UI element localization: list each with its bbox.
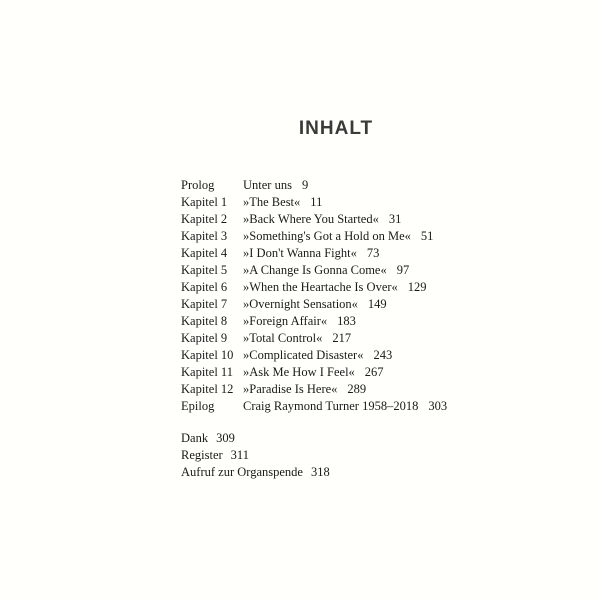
toc-page-number: 11 — [310, 195, 323, 209]
appendix-row — [181, 430, 330, 447]
toc-row — [181, 364, 447, 381]
toc-page-number: 149 — [367, 297, 387, 311]
toc-row — [181, 296, 447, 313]
toc-chapter-title: »When the Heartache Is Over« — [243, 280, 398, 294]
toc-row — [181, 381, 447, 398]
toc-row — [181, 347, 447, 364]
toc-chapter-label: Kapitel 3 — [181, 229, 228, 243]
table-of-contents — [181, 177, 447, 415]
toc-page-number: 183 — [337, 314, 356, 328]
toc-row — [181, 194, 447, 211]
toc-chapter-label: Kapitel 7 — [181, 297, 228, 311]
appendix-list — [181, 430, 330, 481]
toc-page-number: 303 — [428, 399, 448, 413]
toc-chapter-title: »I Don't Wanna Fight« — [243, 246, 357, 260]
appendix-page-number: 311 — [230, 448, 249, 462]
appendix-title: Aufruf zur Organspende — [181, 465, 303, 479]
toc-row — [181, 211, 447, 228]
toc-page-number: 97 — [396, 263, 410, 277]
toc-page-number: 51 — [420, 229, 434, 243]
toc-chapter-label: Kapitel 2 — [181, 212, 228, 226]
toc-chapter-title: »Back Where You Started« — [243, 212, 379, 226]
toc-chapter-title: Unter uns — [243, 178, 292, 192]
toc-chapter-label: Kapitel 4 — [181, 246, 228, 260]
toc-chapter-label: Kapitel 11 — [181, 365, 233, 379]
toc-chapter-title: »A Change Is Gonna Come« — [243, 263, 387, 277]
appendix-row — [181, 447, 330, 464]
toc-row — [181, 177, 447, 194]
toc-chapter-label: Epilog — [181, 399, 215, 413]
appendix-page-number: 309 — [216, 431, 235, 445]
toc-page-number: 217 — [332, 331, 352, 345]
page-title: INHALT — [298, 118, 374, 139]
toc-row — [181, 245, 447, 262]
toc-page-number: 129 — [407, 280, 427, 294]
toc-chapter-label: Kapitel 12 — [181, 382, 234, 396]
toc-chapter-title: »Foreign Affair« — [243, 314, 328, 328]
toc-page-number: 9 — [301, 178, 309, 192]
toc-row — [181, 313, 447, 330]
toc-chapter-title: »Paradise Is Here« — [243, 382, 338, 396]
toc-chapter-label: Kapitel 10 — [181, 348, 234, 362]
toc-row — [181, 398, 447, 415]
toc-chapter-title: »Overnight Sensation« — [243, 297, 358, 311]
toc-chapter-title: Craig Raymond Turner 1958–2018 — [243, 399, 419, 413]
toc-row — [181, 262, 447, 279]
appendix-row — [181, 464, 330, 481]
toc-chapter-label: Kapitel 5 — [181, 263, 228, 277]
toc-chapter-label: Kapitel 9 — [181, 331, 228, 345]
toc-row — [181, 279, 447, 296]
toc-chapter-title: »Complicated Disaster« — [243, 348, 364, 362]
toc-chapter-label: Prolog — [181, 178, 215, 192]
toc-chapter-title: »The Best« — [243, 195, 301, 209]
toc-chapter-title: »Something's Got a Hold on Me« — [243, 229, 411, 243]
toc-chapter-label: Kapitel 8 — [181, 314, 228, 328]
toc-chapter-title: »Ask Me How I Feel« — [243, 365, 355, 379]
toc-chapter-label: Kapitel 6 — [181, 280, 228, 294]
toc-row — [181, 228, 447, 245]
toc-page-number: 31 — [388, 212, 402, 226]
appendix-page-number: 318 — [310, 465, 330, 479]
toc-chapter-label: Kapitel 1 — [181, 195, 228, 209]
toc-page-number: 267 — [364, 365, 384, 379]
toc-page-number: 289 — [347, 382, 367, 396]
toc-row — [181, 330, 447, 347]
appendix-title: Register — [181, 448, 223, 462]
appendix-title: Dank — [181, 431, 209, 445]
toc-page-number: 243 — [373, 348, 393, 362]
toc-chapter-title: »Total Control« — [243, 331, 323, 345]
toc-page-number: 73 — [366, 246, 380, 260]
